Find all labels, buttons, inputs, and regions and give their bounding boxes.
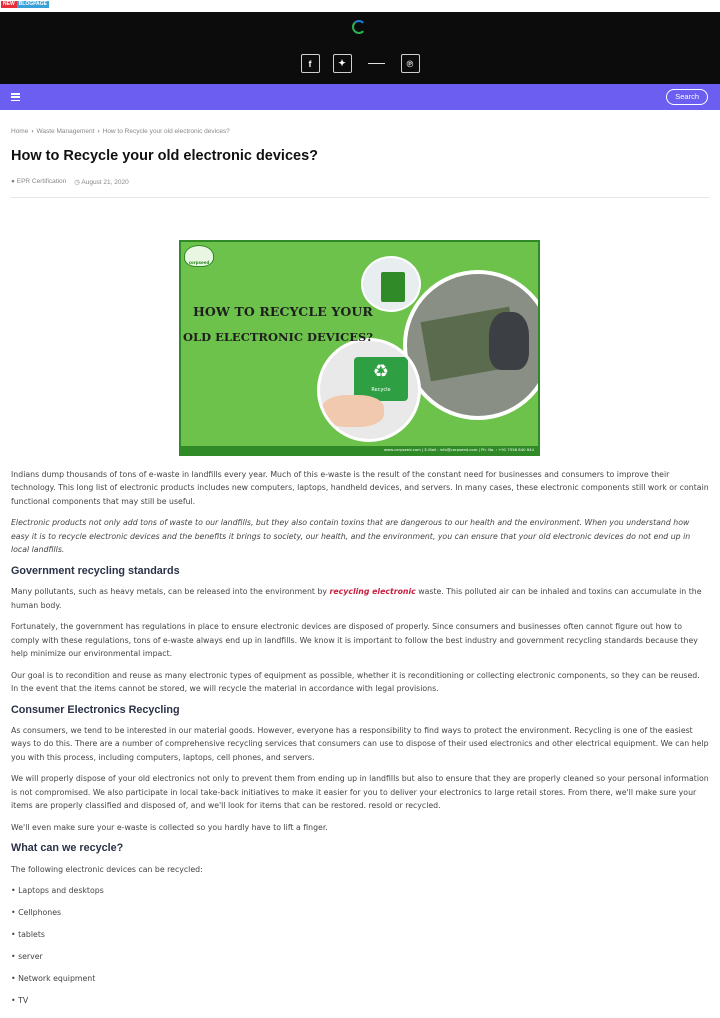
menu-icon[interactable] [11,93,20,101]
facebook-icon[interactable]: f [301,54,320,73]
section-heading: Consumer Electronics Recycling [11,703,180,716]
paragraph: Indians dump thousands of tons of e-waste in landfills every year. Much of this e-waste is the result of the constant need for businesses and consumers to improve their technology. This long list of electronic products includes new computers, laptops, handheld devices, and servers. In many cases, these electronic components still work or contain functional components that may still be useful. [11,470,709,506]
author-name: EPR Certification [16,178,67,185]
image-footer: www.corpseed.com | E-Mail : info@corpseed.com | Ph. No. : +91 7558 640 644 [181,446,538,454]
paragraph [11,585,709,612]
gloved-hand [489,312,529,370]
featured-image[interactable] [179,240,540,456]
paragraph: Our goal is to recondition and reuse as many electronic types of equipment as possible, whether it is reconditioning or collecting electronic components, so they can be reused. In the event that the items cannot be stored, we will recycle the material in accordance with legal provisions. [11,670,700,694]
article-body [11,468,709,1016]
search-button[interactable]: Search [666,89,708,105]
text: waste. This polluted air can be inhaled and toxins can accumulate in the human body. [11,587,702,610]
paragraph: We'll even make sure your e-waste is collected so you hardly have to lift a finger. [11,822,328,832]
keyboard-photo [317,338,421,442]
post-date [74,178,128,186]
key-label: Recycle [371,387,391,393]
site-header [0,12,720,84]
list-item: • tablets [11,930,45,940]
section-heading: What can we recycle? [11,842,124,855]
pinterest-icon[interactable]: ℗ [401,54,420,73]
clock-icon: ◷ [74,179,80,186]
list-item: • Network equipment [11,974,96,984]
breadcrumb-category[interactable]: Waste Management [36,128,95,135]
breadcrumb-separator: › [31,128,34,135]
paragraph: As consumers, we tend to be interested in our material goods. However, everyone has a responsibility to find ways to protect the environment. Recycling is one of the easiest ways to do this. There are a number of comprehensive recycling services that consumers can use to dispose of their used electronics and other electrical equipment. We can help you with this process, including computers, laptops, cell phones, and servers. [11,726,709,762]
paragraph: The following electronic devices can be recycled: [11,864,203,874]
new-blogpage-badge[interactable] [1,1,49,8]
top-strip [0,0,720,12]
site-logo-icon[interactable] [352,20,366,34]
twitter-icon[interactable]: ✦ [333,54,352,73]
circuit-photo [403,270,540,420]
list-item: • Laptops and desktops [11,886,104,896]
badge-right: BLOGPAGE [18,1,47,7]
paragraph-italic: Electronic products not only add tons of waste to our landfills, but they also contain toxins that are dangerous to our health and the environment. When you understand how easy it is to recycle electronic devices and the benefits it brings to society, our health, and the environment, you can ensure that your old electronic devices do not end up in local landfills. [11,518,691,555]
corpseed-logo: corpseed [184,245,214,267]
finger [322,395,384,427]
section-heading: Government recycling standards [11,564,180,577]
list-item: • server [11,952,43,962]
image-title-line1: HOW TO RECYCLE YOUR [193,304,373,319]
breadcrumb-separator: › [97,128,100,135]
header-divider [11,197,709,198]
image-title-line2: OLD ELECTRONIC DEVICES? [183,330,374,344]
badge-left: NEW [3,1,15,7]
recyclable-list [11,884,709,1007]
user-icon: ● [11,178,15,185]
main-navbar [0,84,720,110]
recycling-electronic-link[interactable]: recycling electronic [329,587,416,597]
text: Many pollutants, such as heavy metals, can be released into the environment by [11,587,330,597]
list-item: • Cellphones [11,908,62,918]
social-links [0,54,720,73]
breadcrumb-current: How to Recycle your old electronic devices? [102,128,230,135]
date-text: August 21, 2020 [81,179,129,186]
social-divider [368,63,385,64]
recycle-icon: ♻ [372,361,390,382]
list-item: • TV [11,996,29,1006]
paragraph: Fortunately, the government has regulations in place to ensure electronic devices are disposed of properly. Since consumers and businesses often cannot figure out how to comply with these regulations, tons of e-waste always end up in landfills. We know it is important to follow the best industry and government recycling standards because they help minimize our environmental impact. [11,622,698,659]
post-author[interactable] [11,178,66,186]
breadcrumb [11,128,230,135]
post-meta [11,178,129,186]
paragraph: We will properly dispose of your old electronics not only to prevent them from ending up in landfills but also to ensure that they are properly cleaned so your personal information is not compromised. We also participate in local take-back initiatives to make it easier for you to deliver your electronics to large retail stores. From there, we'll make sure your items are properly classified and disposed of, and we'll look for items that can be restored. resold or recycled. [11,774,709,811]
page-title: How to Recycle your old electronic devices? [11,148,319,164]
recycle-bin-icon [381,272,405,302]
breadcrumb-home[interactable]: Home [11,128,29,135]
